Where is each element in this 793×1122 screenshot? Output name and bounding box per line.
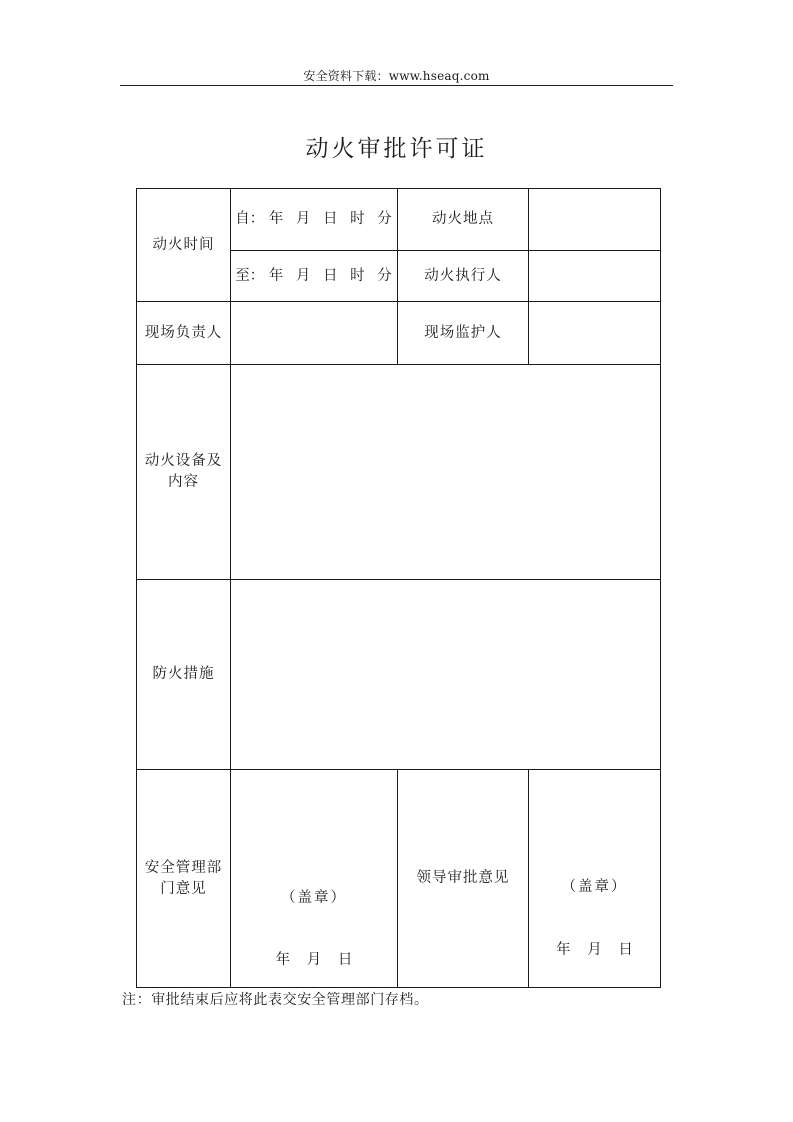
from-date-units: 年 月 日 时 分 [268,211,393,227]
row-site-personnel [137,302,661,365]
row-equipment-content [137,365,661,580]
leader-date-units: 年 月 日 [556,942,633,958]
fire-executor-label: 动火执行人 [398,251,529,302]
to-date-units: 年 月 日 时 分 [268,267,393,284]
leader-approval-field[interactable] [529,770,661,988]
site-supervisor-field[interactable] [529,302,661,365]
fire-executor-field[interactable] [529,251,661,302]
safety-dept-opinion-label [137,770,231,988]
equipment-content-label-line1: 动火设备及 [144,453,223,469]
fire-time-label: 动火时间 [137,189,231,302]
safety-dept-date-units: 年 月 日 [275,952,353,968]
site-manager-label: 现场负责人 [137,302,231,365]
row-fire-prevention [137,580,661,770]
row-fire-time-from [137,189,661,251]
fire-location-label: 动火地点 [398,189,529,251]
equipment-content-field[interactable] [231,365,661,580]
to-prefix: 至： [235,267,265,284]
document-title: 动火审批许可证 [305,136,488,162]
safety-dept-seal-label: （盖章） [281,890,347,906]
header-divider [120,85,673,86]
leader-seal-label: （盖章） [561,879,628,895]
site-supervisor-label: 现场监护人 [398,302,529,365]
row-approvals [137,770,661,988]
safety-dept-opinion-field[interactable] [231,770,398,988]
safety-dept-opinion-label-line2: 门意见 [160,880,207,897]
fire-prevention-label: 防火措施 [137,580,231,770]
equipment-content-label-line2: 内容 [168,474,199,490]
from-prefix: 自： [235,211,265,227]
site-manager-field[interactable] [231,302,398,365]
leader-approval-label: 领导审批意见 [398,770,529,988]
safety-dept-opinion-label-line1: 安全管理部 [144,859,223,876]
fire-prevention-field[interactable] [231,580,661,770]
equipment-content-label [137,365,231,580]
fire-location-field[interactable] [529,189,661,251]
footer-note: 注：审批结束后应将此表交安全管理部门存档。 [122,992,429,1008]
fire-time-from-cell[interactable] [231,189,398,251]
header-site-line: 安全资料下载：www.hseaq.com [303,69,490,83]
permit-form-table [136,188,661,988]
fire-time-to-cell[interactable] [231,251,398,302]
